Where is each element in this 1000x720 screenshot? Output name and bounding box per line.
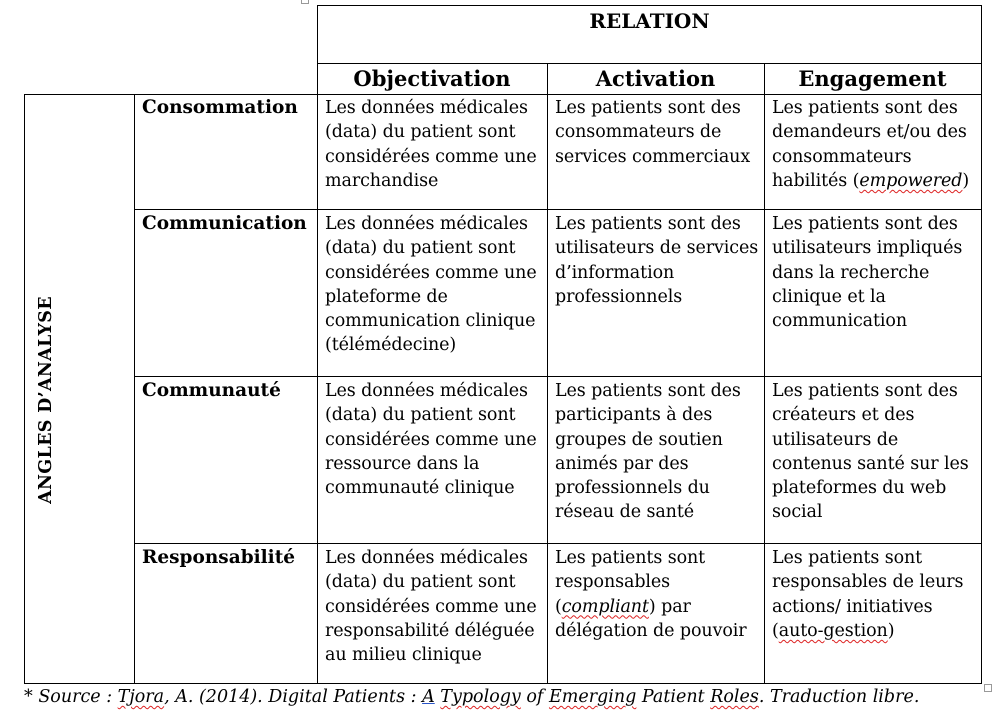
row-label-communication: Communication [142, 213, 307, 234]
table-border-bottom [24, 683, 982, 684]
row-divider-2 [134, 376, 982, 377]
col-divider-1 [547, 63, 548, 684]
cell-responsabilite-objectivation: Les données médicales (data) du patient sont considérées comme une responsabilité déléguée au milieu clinique [325, 548, 537, 666]
right-border [981, 5, 982, 684]
cell-communication-objectivation: Les données médicales (data) du patient sont considérées comme une plateforme de communication clinique (télémédecine) [325, 214, 537, 356]
side-label-divider [134, 94, 135, 684]
table-move-handle[interactable] [301, 0, 309, 4]
row-label-communaute: Communauté [142, 380, 281, 401]
side-label-text: ANGLES D’ANALYSE [36, 296, 56, 504]
header-bottom-border [24, 94, 982, 95]
table-border-top [317, 5, 982, 6]
cell-responsabilite-engagement: Les patients sont responsables de leurs actions/ initiatives (auto-gestion) [772, 548, 964, 641]
cell-communication-engagement: Les patients sont des utilisateurs impliqués dans la recherche clinique et la communication [772, 214, 963, 332]
cell-communaute-objectivation: Les données médicales (data) du patient sont considérées comme une ressource dans la communauté clinique [325, 381, 537, 499]
cell-responsabilite-activation: Les patients sont responsables (compliant) par délégation de pouvoir [555, 548, 747, 641]
row-label-responsabilite: Responsabilité [142, 547, 296, 568]
column-header-objectivation: Objectivation [353, 66, 511, 91]
col-divider-2 [764, 63, 765, 684]
cell-consommation-activation: Les patients sont des consommateurs de services commerciaux [555, 98, 751, 167]
row-label-divider [317, 5, 318, 684]
cell-communaute-engagement: Les patients sont des créateurs et des utilisateurs de contenus santé sur les plateformes du web social [772, 381, 969, 523]
column-header-engagement: Engagement [798, 66, 947, 91]
cell-communication-activation: Les patients sont des utilisateurs de services d’information professionnels [555, 214, 759, 307]
source-citation: * Source : Tjora, A. (2014). Digital Patients : A Typology of Emerging Patient Roles. Traduction libre. [24, 687, 920, 707]
side-label [34, 296, 58, 504]
cell-communaute-activation: Les patients sont des participants à des groupes de soutien animés par des professionnels du réseau de santé [555, 381, 741, 523]
relation-header: RELATION [589, 9, 710, 33]
row-divider-1 [134, 209, 982, 210]
column-header-activation: Activation [595, 66, 716, 91]
relation-divider [317, 63, 982, 64]
row-label-consommation: Consommation [142, 97, 298, 118]
cell-consommation-objectivation: Les données médicales (data) du patient sont considérées comme une marchandise [325, 98, 537, 191]
cell-consommation-engagement: Les patients sont des demandeurs et/ou des consommateurs habilités (empowered) [772, 98, 970, 191]
table-resize-handle[interactable] [984, 684, 992, 692]
left-border [24, 94, 25, 684]
row-divider-3 [134, 543, 982, 544]
